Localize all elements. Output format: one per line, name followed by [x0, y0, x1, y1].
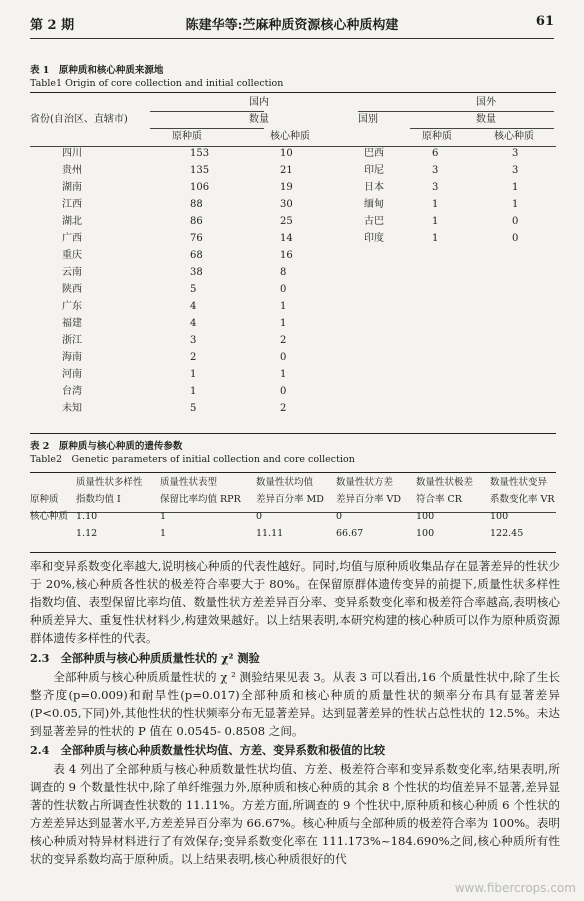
domestic-original-count: 4 — [190, 318, 197, 329]
table2-header-line2: 差异百分率 MD — [256, 494, 324, 505]
section-2-3-heading: 2.3 全部种质与核心种质质量性状的 χ² 测验 — [30, 651, 260, 665]
domestic-original-count: 86 — [190, 216, 203, 227]
empty-cell — [358, 332, 416, 349]
domestic-core-count: 21 — [280, 165, 293, 176]
empty-cell — [488, 281, 556, 298]
table1-row — [30, 230, 556, 247]
province-name: 广西 — [62, 233, 82, 244]
table2-bottom-rule — [30, 552, 556, 553]
empty-cell — [416, 264, 488, 281]
domestic-original-count: 135 — [190, 165, 210, 176]
foreign-core-count: 1 — [512, 182, 519, 193]
empty-cell — [358, 349, 416, 366]
table1-row — [30, 298, 556, 315]
table2-header-line2: 指数均值 I — [76, 494, 121, 505]
table1-row — [30, 349, 556, 366]
table2-header-line2: 保留比率均值 RPR — [160, 494, 241, 505]
running-header — [30, 14, 554, 36]
domestic-core-count: 10 — [280, 148, 293, 159]
province-name: 河南 — [62, 369, 82, 380]
table1-row — [30, 247, 556, 264]
domestic-label: 国内 — [249, 97, 269, 108]
foreign-core-count: 3 — [512, 165, 519, 176]
foreign-core-count: 0 — [512, 216, 519, 227]
domestic-core-count: 14 — [280, 233, 293, 244]
domestic-original-count: 38 — [190, 267, 203, 278]
table2 — [30, 474, 558, 542]
paragraph-quantitative: 表 4 列出了全部种质与核心种质数量性状均值、方差、极差符合率和变异系数变化率,结果表明,所调查的 9 个数量性状中,除了单纤维强力外,原种质和核心种质的其余 8 个性状的均值差异不显著,差异显著的性状数占所调查性状数的 11.11%。方差方面,所调查的 9 个性状中,原种质和核心种质 6 个性状的方差差异达到显著水平,方差差异百分率为 66.67%。核心种质与全部种质的极差符合率为 100%。表明核心种质对特异材料进行了有效保存;变异系数变化率在 111.173%~184.690%之间,核心种质所有性状的变异系数均高于原种质。以上结果表明,核心种质很好的代 — [30, 762, 560, 866]
watermark: www.fibercrops.com — [454, 881, 576, 895]
foreign-original-count: 1 — [432, 216, 439, 227]
table1-row — [30, 400, 556, 417]
empty-cell — [488, 400, 556, 417]
foreign-original-count: 3 — [432, 182, 439, 193]
province-name: 台湾 — [62, 386, 82, 397]
foreign-core-count: 0 — [512, 233, 519, 244]
domestic-original-count: 76 — [190, 233, 203, 244]
table1-row — [30, 315, 556, 332]
province-name: 重庆 — [62, 250, 82, 261]
empty-cell — [358, 281, 416, 298]
table1-caption-en: Table1 Origin of core collection and initial collection — [30, 78, 284, 89]
table1 — [30, 94, 556, 417]
table2-value: 66.67 — [336, 528, 364, 539]
empty-cell — [416, 400, 488, 417]
domestic-original-count: 5 — [190, 284, 197, 295]
table2-value: 1 — [160, 511, 167, 522]
foreign-core-count: 1 — [512, 199, 519, 210]
empty-cell — [488, 349, 556, 366]
table1-caption — [30, 64, 283, 90]
table2-header-line1: 数量性状极差 — [416, 477, 474, 488]
table2-top-rule — [30, 472, 556, 473]
foreign-label: 国外 — [476, 97, 496, 108]
domestic-original-count: 68 — [190, 250, 203, 261]
domestic-original-count: 4 — [190, 301, 197, 312]
domestic-original-count: 5 — [190, 403, 197, 414]
empty-cell — [488, 247, 556, 264]
table2-value: 0 — [336, 511, 343, 522]
table2-header-line2: 差异百分率 VD — [336, 494, 401, 505]
domestic-core-header: 核心种质 — [270, 131, 310, 142]
running-title: 陈建华等:苎麻种质资源核心种质构建 — [185, 18, 399, 33]
header-rule — [30, 38, 554, 39]
table1-row — [30, 264, 556, 281]
empty-cell — [416, 315, 488, 332]
table1-row — [30, 281, 556, 298]
empty-cell — [416, 332, 488, 349]
table2-header-line1: 数量性状变异 — [490, 477, 548, 488]
province-name: 海南 — [62, 352, 82, 363]
domestic-original-header: 原种质 — [172, 131, 202, 142]
table2-value: 11.11 — [256, 528, 284, 539]
country-name: 印度 — [364, 233, 384, 244]
foreign-original-count: 1 — [432, 199, 439, 210]
table1-row — [30, 179, 556, 196]
empty-cell — [358, 247, 416, 264]
table2-row — [30, 525, 558, 542]
table2-header-line1: 数量性状方差 — [336, 477, 394, 488]
domestic-original-count: 2 — [190, 352, 197, 363]
domestic-quantity-label: 数量 — [249, 114, 269, 125]
empty-cell — [358, 366, 416, 383]
table2-caption-en: Table2 Genetic parameters of initial collection and core collection — [30, 454, 355, 465]
table2-value: 1 — [160, 528, 167, 539]
table2-row — [30, 508, 558, 525]
domestic-original-count: 153 — [190, 148, 210, 159]
table1-row — [30, 366, 556, 383]
table1-row — [30, 213, 556, 230]
province-name: 湖北 — [62, 216, 82, 227]
table1-row — [30, 145, 556, 162]
domestic-core-count: 2 — [280, 403, 287, 414]
table2-header-line1: 质量性状多样性 — [76, 477, 143, 488]
province-name: 云南 — [62, 267, 82, 278]
empty-cell — [488, 366, 556, 383]
empty-cell — [358, 383, 416, 400]
paragraph-chi-square: 全部种质与核心种质质量性状的 χ ² 测验结果见表 3。从表 3 可以看出,16 个质量性状中,除了生长整齐度(p=0.009)和耐旱性(p=0.017)全部种质和核心种质的质量性状的频率分布具有显著差异(P<0.05,下同)外,其他性状的性状频率分布无显著差异。达到显著差异的性状占总性状的 12.5%。未达到显著差异的性状的 P 值在 0.0545- 0.8508 之间。 — [30, 670, 560, 738]
domestic-core-count: 0 — [280, 386, 287, 397]
empty-cell — [416, 366, 488, 383]
domestic-core-count: 25 — [280, 216, 293, 227]
table1-row — [30, 332, 556, 349]
country-name: 古巴 — [364, 216, 384, 227]
province-name: 贵州 — [62, 165, 82, 176]
table2-value: 1.12 — [76, 528, 98, 539]
domestic-core-count: 0 — [280, 284, 287, 295]
country-name: 印尼 — [364, 165, 384, 176]
table2-value: 1.10 — [76, 511, 98, 522]
table1-row — [30, 196, 556, 213]
domestic-core-count: 1 — [280, 301, 287, 312]
empty-cell — [488, 264, 556, 281]
empty-cell — [358, 400, 416, 417]
table1-bottom-rule — [30, 433, 556, 434]
table1-top-rule — [30, 92, 556, 93]
empty-cell — [488, 315, 556, 332]
domestic-core-count: 8 — [280, 267, 287, 278]
domestic-core-count: 16 — [280, 250, 293, 261]
table1-caption-zh: 表 1 原种质和核心种质来源地 — [30, 65, 164, 76]
table2-value: 122.45 — [490, 528, 524, 539]
table2-col0-label: 原种质 — [30, 494, 59, 505]
country-label: 国别 — [358, 114, 378, 125]
domestic-original-count: 1 — [190, 386, 197, 397]
domestic-original-count: 88 — [190, 199, 203, 210]
country-name: 巴西 — [364, 148, 384, 159]
domestic-original-count: 106 — [190, 182, 210, 193]
table2-caption-zh: 表 2 原种质与核心种质的遗传参数 — [30, 441, 183, 452]
empty-cell — [488, 332, 556, 349]
province-name: 浙江 — [62, 335, 82, 346]
empty-cell — [358, 264, 416, 281]
section-2-4-heading: 2.4 全部种质与核心种质数量性状均值、方差、变异系数和极值的比较 — [30, 743, 386, 757]
page-number: 61 — [535, 14, 554, 29]
table2-header-line2: 系数变化率 VR — [490, 494, 555, 505]
table2-value: 100 — [490, 511, 509, 522]
empty-cell — [416, 349, 488, 366]
province-name: 江西 — [62, 199, 82, 210]
province-name: 四川 — [62, 148, 82, 159]
table2-value: 100 — [416, 511, 435, 522]
empty-cell — [416, 298, 488, 315]
domestic-original-count: 3 — [190, 335, 197, 346]
province-name: 广东 — [62, 301, 82, 312]
foreign-original-count: 1 — [432, 233, 439, 244]
empty-cell — [416, 281, 488, 298]
domestic-original-count: 1 — [190, 369, 197, 380]
empty-cell — [358, 315, 416, 332]
paragraph-conclusion: 率和变异系数变化率越大,说明核心种质的代表性越好。同时,均值与原种质收集品存在显著差异的性状少于 20%,核心种质各性状的极差符合率要大于 80%。在保留原群体遗传变异的前提下,质量性状多样性指数均值、表型保留比率均值、数量性状方差差异百分率、变异系数变化率和极差符合率越高,表明核心种质差异大、重复性状材料少,构建效果越好。以上结果表明,本研究构建的核心种质可以作为原种质资源群体遗传多样性的代表。 — [30, 559, 560, 645]
table2-header-line2: 符合率 CR — [416, 494, 462, 505]
province-label: 省份(自治区、直辖市) — [30, 114, 128, 125]
province-name: 未知 — [62, 403, 82, 414]
domestic-core-count: 30 — [280, 199, 293, 210]
table2-caption — [30, 440, 355, 466]
empty-cell — [488, 383, 556, 400]
domestic-core-count: 1 — [280, 318, 287, 329]
foreign-original-header: 原种质 — [422, 131, 452, 142]
table2-row-label — [30, 525, 76, 542]
table2-value: 0 — [256, 511, 263, 522]
foreign-original-count: 3 — [432, 165, 439, 176]
domestic-core-count: 19 — [280, 182, 293, 193]
province-name: 福建 — [62, 318, 82, 329]
table1-row — [30, 383, 556, 400]
empty-cell — [416, 383, 488, 400]
empty-cell — [488, 298, 556, 315]
country-name: 缅甸 — [364, 199, 384, 210]
table1-row — [30, 162, 556, 179]
table2-row-label: 核心种质 — [30, 511, 69, 522]
table2-header-line1: 质量性状表型 — [160, 477, 218, 488]
domestic-core-count: 1 — [280, 369, 287, 380]
province-name: 湖南 — [62, 182, 82, 193]
foreign-original-count: 6 — [432, 148, 439, 159]
foreign-quantity-label: 数量 — [476, 114, 496, 125]
empty-cell — [416, 247, 488, 264]
table2-header-line1: 数量性状均值 — [256, 477, 314, 488]
domestic-core-count: 0 — [280, 352, 287, 363]
empty-cell — [358, 298, 416, 315]
domestic-core-count: 2 — [280, 335, 287, 346]
issue-number: 第 2 期 — [30, 18, 75, 33]
table2-value: 100 — [416, 528, 435, 539]
foreign-core-header: 核心种质 — [494, 131, 534, 142]
foreign-core-count: 3 — [512, 148, 519, 159]
province-name: 陕西 — [62, 284, 82, 295]
country-name: 日本 — [364, 182, 384, 193]
